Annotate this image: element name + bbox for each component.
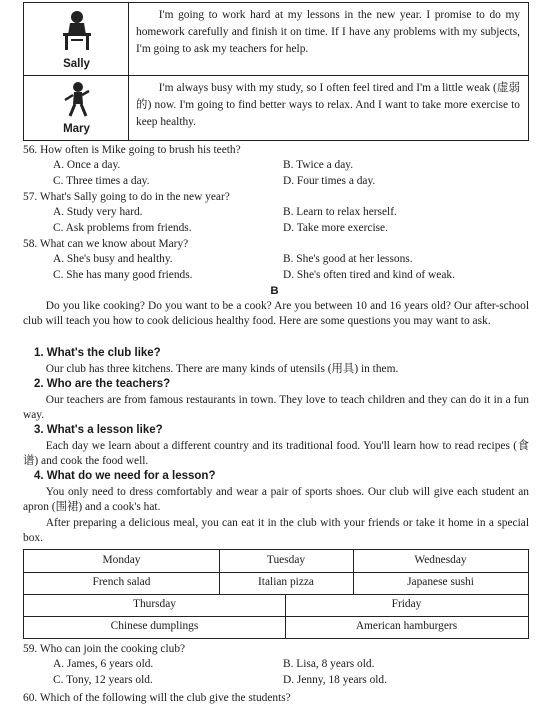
q58-option-d[interactable]: D. She's often tired and kind of weak.	[283, 269, 455, 281]
section-b-intro: Do you like cooking? Do you want to be a cook? Are you between 10 and 16 years old? Our after-school club will teach you how to cook delicious healthy food. Here are some questions you may want to ask.	[23, 300, 529, 327]
mary-cell	[24, 76, 129, 140]
heading-club: 1. What's the club like?	[34, 347, 161, 359]
cell-wednesday-food: Japanese sushi	[407, 576, 474, 588]
section-b-title: B	[270, 285, 279, 297]
para-teachers: Our teachers are from famous restaurants in town. They love to teach children and they can do it in a fun way.	[23, 394, 529, 421]
cell-tuesday-food: Italian pizza	[258, 576, 314, 588]
para-lesson: Each day we learn about a different country and its traditional food. You'll learn how to read recipes (食谱) and cook the food well.	[23, 440, 529, 467]
question-59: 59. Who can join the cooking club?	[23, 643, 186, 655]
q58-option-a[interactable]: A. She's busy and healthy.	[53, 253, 173, 265]
schedule-table	[23, 549, 529, 639]
girl-studying-icon	[61, 9, 93, 51]
heading-lesson: 3. What's a lesson like?	[34, 424, 163, 436]
para-club: Our club has three kitchens. There are many kinds of utensils (用具) in them.	[45, 363, 399, 375]
question-60: 60. Which of the following will the club give the students?	[23, 692, 291, 704]
q59-option-c[interactable]: C. Tony, 12 years old.	[53, 674, 153, 686]
mary-text: I'm always busy with my study, so I often feel tired and I'm a little weak (虚弱的) now. I'm going to find better ways to relax. And I want to take more exercise to keep healthy.	[136, 82, 520, 128]
cell-monday: Monday	[102, 554, 141, 566]
cell-friday: Friday	[391, 598, 422, 610]
sally-cell	[24, 3, 129, 75]
question-56: 56. How often is Mike going to brush his teeth?	[23, 144, 241, 156]
q57-option-c[interactable]: C. Ask problems from friends.	[53, 222, 192, 234]
question-57: 57. What's Sally going to do in the new year?	[23, 191, 230, 203]
cell-monday-food: French salad	[92, 576, 151, 588]
girl-running-icon	[61, 80, 93, 122]
mary-name: Mary	[63, 123, 90, 135]
intro-row-sally	[24, 3, 528, 76]
q56-option-c[interactable]: C. Three times a day.	[53, 175, 150, 187]
q57-option-a[interactable]: A. Study very hard.	[53, 206, 143, 218]
q58-option-b[interactable]: B. She's good at her lessons.	[283, 253, 413, 265]
cell-wednesday: Wednesday	[414, 554, 467, 566]
heading-teachers: 2. Who are the teachers?	[34, 378, 171, 390]
q56-option-a[interactable]: A. Once a day.	[53, 159, 121, 171]
q58-option-c[interactable]: C. She has many good friends.	[53, 269, 193, 281]
cell-thursday: Thursday	[132, 598, 177, 610]
cell-thursday-food: Chinese dumplings	[110, 620, 199, 632]
q59-option-a[interactable]: A. James, 6 years old.	[53, 658, 154, 670]
q59-option-b[interactable]: B. Lisa, 8 years old.	[283, 658, 375, 670]
q57-option-b[interactable]: B. Learn to relax herself.	[283, 206, 397, 218]
para-after: After preparing a delicious meal, you can eat it in the club with your friends or take it home in a special box.	[23, 517, 529, 544]
sally-name: Sally	[63, 58, 90, 70]
intro-row-mary	[24, 76, 528, 140]
q59-option-d[interactable]: D. Jenny, 18 years old.	[283, 674, 387, 686]
intro-table	[23, 2, 529, 141]
q56-option-b[interactable]: B. Twice a day.	[283, 159, 354, 171]
para-needs: You only need to dress comfortably and wear a pair of sports shoes. Our club will give each student an apron (围裙) and a cook's hat.	[23, 486, 529, 513]
cell-tuesday: Tuesday	[266, 554, 306, 566]
sally-text: I'm going to work hard at my lessons in the new year. I promise to do my homework carefully and finish it on time. If I have any problems with my subjects, I'm going to ask my teachers for help.	[136, 9, 520, 55]
q57-option-d[interactable]: D. Take more exercise.	[283, 222, 388, 234]
heading-needs: 4. What do we need for a lesson?	[34, 470, 216, 482]
question-58: 58. What can we know about Mary?	[23, 238, 189, 250]
q56-option-d[interactable]: D. Four times a day.	[283, 175, 376, 187]
cell-friday-food: American hamburgers	[355, 620, 458, 632]
